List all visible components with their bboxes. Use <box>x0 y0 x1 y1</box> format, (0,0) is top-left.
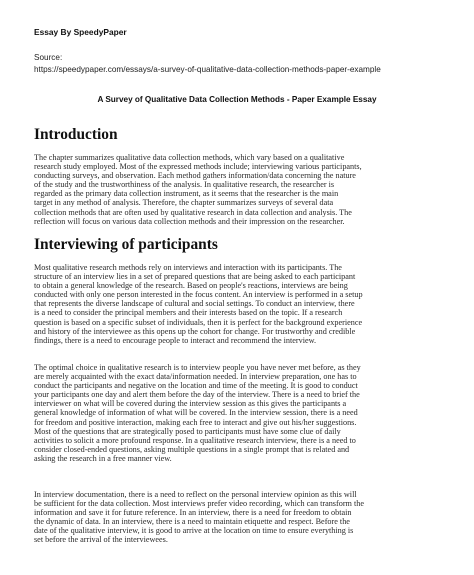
text-line: The optimal choice in qualitative research is to interview people you have never met before, as they <box>34 363 361 372</box>
text-line: target in any method of analysis. Therefore, the chapter summarizes surveys of several data <box>34 198 334 208</box>
text-line: is a need to consider the principal members and their interests based on the topic. If a research <box>34 308 343 318</box>
text-line: activities to solicit a more profound response. In a qualitative research interview, there is a need to <box>34 435 356 445</box>
text-line: structure of an interview lies in a set of prepared questions that are being asked to each participant <box>34 272 356 282</box>
text-line: asking the research in a free manner view. <box>34 453 172 463</box>
document-title: A Survey of Qualitative Data Collection Methods - Paper Example Essay <box>97 95 377 104</box>
text-line: Most of the questions that are strategically posed to participants must have some clue of daily <box>34 426 341 436</box>
introduction-paragraph <box>34 153 454 226</box>
text-line: interviewer on what will be covered during the interview session as this gives the participants a <box>34 399 347 409</box>
text-line: research study employed. Most of the expressed methods include; interviewing various participants, <box>34 162 362 172</box>
text-line: In interview documentation, there is a need to reflect on the personal interview opinion as this will <box>34 490 357 499</box>
text-line: conducting surveys, and observation. Each method gathers information/data concerning the nature <box>34 171 356 181</box>
text-line: that represents the diverse landscape of cultural and social settings. To conduct an interview, there <box>34 299 355 309</box>
text-line: of the study and the trustworthiness of the analysis. In qualitative research, the researcher is <box>34 180 335 190</box>
text-line: and history of the interviewee as this opens up the cohort for change. For trustworthy and credible <box>34 326 356 336</box>
section-heading-interviewing: Interviewing of participants <box>34 236 218 253</box>
text-line: date of the qualitative interview, it is good to arrive at the location on time to ensure everything is <box>34 526 354 536</box>
text-line: collection methods that are often used by qualitative research in data collection and analysis. The <box>34 207 352 217</box>
text-line: be sufficient for the data collection. Most interviews prefer video recording, which can transform the <box>34 499 364 509</box>
text-line: question is based on a specific subset of individuals, then it is perfect for the background experience <box>34 317 363 327</box>
text-line: Most qualitative research methods rely on interviews and interaction with its participants. The <box>34 263 342 272</box>
essay-by-label: Essay By SpeedyPaper <box>34 27 127 37</box>
text-line: general knowledge of information of what will be covered. In the interview session, there is a need <box>34 408 358 418</box>
text-line: to obtain a general knowledge of the research. Based on people's reactions, interviews are being <box>34 281 348 291</box>
text-line: your participants one day and alert them before the day of the interview. There is a need to brief the <box>34 390 360 400</box>
text-line: regarded as the primary data collection instrument, as it seems that the researcher is the main <box>34 189 339 199</box>
text-line: consider closed-ended questions, asking multiple questions in a single prompt that is related and <box>34 444 350 454</box>
source-url-link[interactable]: https://speedypaper.com/essays/a-survey-of-qualitative-data-collection-methods-paper-example <box>34 65 381 74</box>
source-label: Source: <box>34 53 63 62</box>
text-line: for freedom and positive interaction, making each free to interact and give out his/her suggestions. <box>34 417 357 427</box>
text-line: set before the arrival of the interviewees. <box>34 535 168 545</box>
text-line: information and save it for future reference. In an interview, there is a need for freedom to obtain <box>34 508 352 518</box>
text-line: are merely acquainted with the exact data/information needed. In interview preparation, one has to <box>34 372 357 382</box>
text-line: conduct the participants and negative on the location and time of the meeting. It is good to conduct <box>34 381 358 391</box>
text-line: reflection will focus on various data collection methods and their impression on the researcher. <box>34 216 345 226</box>
interviewing-paragraph-2 <box>34 363 454 463</box>
text-line: conducted with only one person interested in the focus content. An interview is performed in a setup <box>34 290 363 300</box>
text-line: findings, there is a need to encourage people to interact and recommend the interview. <box>34 335 317 345</box>
interviewing-paragraph-1 <box>34 263 454 345</box>
interviewing-paragraph-3 <box>34 490 454 545</box>
text-line: The chapter summarizes qualitative data collection methods, which vary based on a qualitative <box>34 153 345 162</box>
section-heading-introduction: Introduction <box>34 126 118 143</box>
text-line: the dynamic of data. In an interview, there is a need to maintain etiquette and respect. Before the <box>34 517 350 527</box>
